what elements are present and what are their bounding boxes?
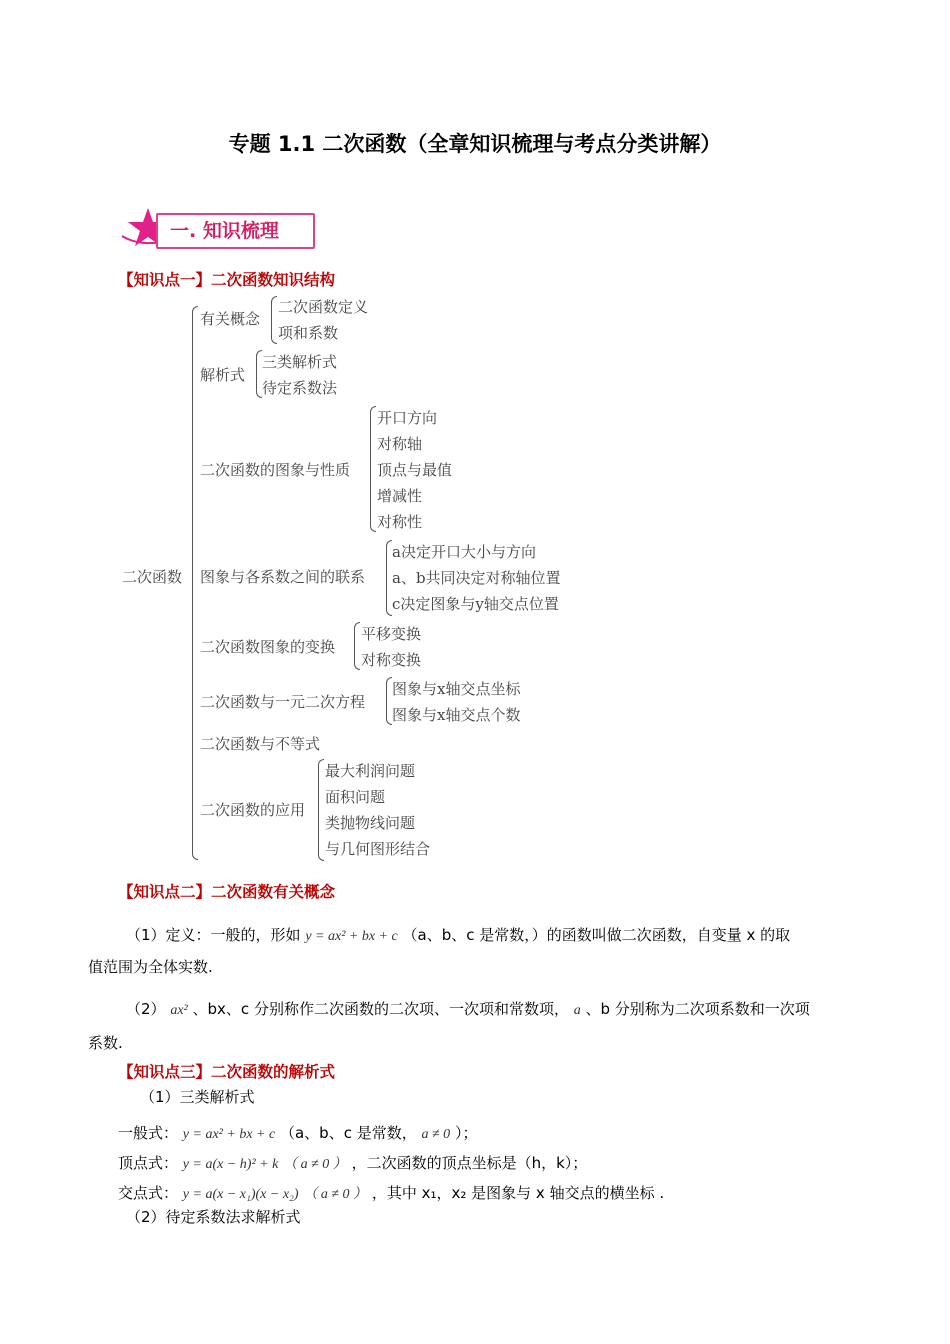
tree-item: 对称轴 [377,435,423,453]
kp3-heading: 【知识点三】二次函数的解析式 [118,1063,336,1081]
section-banner [118,206,308,248]
text: 、bx、c 分别称作二次函数的二次项、一次项和常数项， [192,1000,569,1018]
formula: ax² [170,1003,188,1018]
tree-group-label: 二次函数与一元二次方程 [200,693,366,711]
kp2-heading: 【知识点二】二次函数有关概念 [118,883,336,901]
text: （2） [126,1000,166,1018]
tree-item: 最大利润问题 [325,762,416,780]
text: 、b 分别称为二次项系数和一次项 [585,1000,810,1018]
tree-group-label: 二次函数的图象与性质 [200,461,351,479]
formula: （ a ≠ 0 ） [303,1187,368,1202]
vertex-form [118,1148,587,1180]
kp2-paragraph-1 [126,920,790,952]
tree-item: 项和系数 [278,324,339,342]
tree-item: a、b共同决定对称轴位置 [392,569,561,587]
tree-item: 增减性 [377,487,423,505]
kp2-paragraph-1-cont: 值范围为全体实数. [88,958,213,976]
tree-group-label: 二次函数与不等式 [200,735,321,753]
formula: y = a(x − x₁)(x − x₂) [182,1187,299,1202]
text: （a、b、c 是常数， [279,1124,417,1142]
tree-item: 开口方向 [377,409,438,427]
tree-group-label: 二次函数的应用 [200,801,306,819]
tree-item: 二次函数定义 [278,298,369,316]
group-brace [354,622,360,670]
kp2-paragraph-2-cont: 系数. [88,1034,123,1052]
tree-item: 对称变换 [361,651,422,669]
text: ，二次函数的顶点坐标是（h，k）； [351,1154,588,1172]
text: ，其中 x₁，x₂ 是图象与 x 轴交点的横坐标 . [371,1184,665,1202]
formula: y = a(x − h)² + k [182,1157,279,1172]
formula: a ≠ 0 [421,1127,451,1142]
tree-item: 类抛物线问题 [325,814,416,832]
formula: y = ax² + bx + c [305,929,398,944]
page-title: 专题 1.1 二次函数（全章知识梳理与考点分类讲解） [228,132,722,156]
tree-group-label: 图象与各系数之间的联系 [200,568,366,586]
tree-group-label: 有关概念 [200,310,261,328]
tree-item: 对称性 [377,513,423,531]
formula: y = ax² + bx + c [182,1127,276,1142]
tree-item: 图象与x轴交点坐标 [392,680,521,698]
tree-item: 三类解析式 [262,353,338,371]
banner-label: 一. 知识梳理 [170,220,279,242]
general-form [118,1118,477,1150]
tree-item: 图象与x轴交点个数 [392,706,521,724]
formula: a [573,1003,581,1018]
tree-item: 待定系数法 [262,379,338,397]
formula: （ a ≠ 0 ） [283,1157,347,1172]
kp3-sub1: （1）三类解析式 [140,1088,255,1106]
kp1-heading: 【知识点一】二次函数知识结构 [118,271,336,289]
group-brace [318,759,324,861]
tree-item: a决定开口大小与方向 [392,543,536,561]
tree-item: c决定图象与y轴交点位置 [392,595,559,613]
text: （1）定义：一般的，形如 [126,926,301,944]
tree-item: 与几何图形结合 [325,840,431,858]
text: （a、b、c 是常数，）的函数叫做二次函数，自变量 x 的取 [402,926,791,944]
root-brace [192,306,198,860]
tree-group-label: 解析式 [200,366,246,384]
tree-root: 二次函数 [122,568,183,586]
tree-item: 平移变换 [361,625,422,643]
label: 交点式： [118,1184,179,1202]
tree-item: 顶点与最值 [377,461,453,479]
kp3-sub2: （2）待定系数法求解析式 [126,1208,301,1226]
tree-item: 面积问题 [325,788,386,806]
text: ）； [454,1124,478,1142]
group-brace [370,406,376,532]
group-brace [271,296,277,344]
label: 顶点式： [118,1154,179,1172]
label: 一般式： [118,1124,179,1142]
tree-group-label: 二次函数图象的变换 [200,638,336,656]
kp2-paragraph-2 [126,994,810,1026]
